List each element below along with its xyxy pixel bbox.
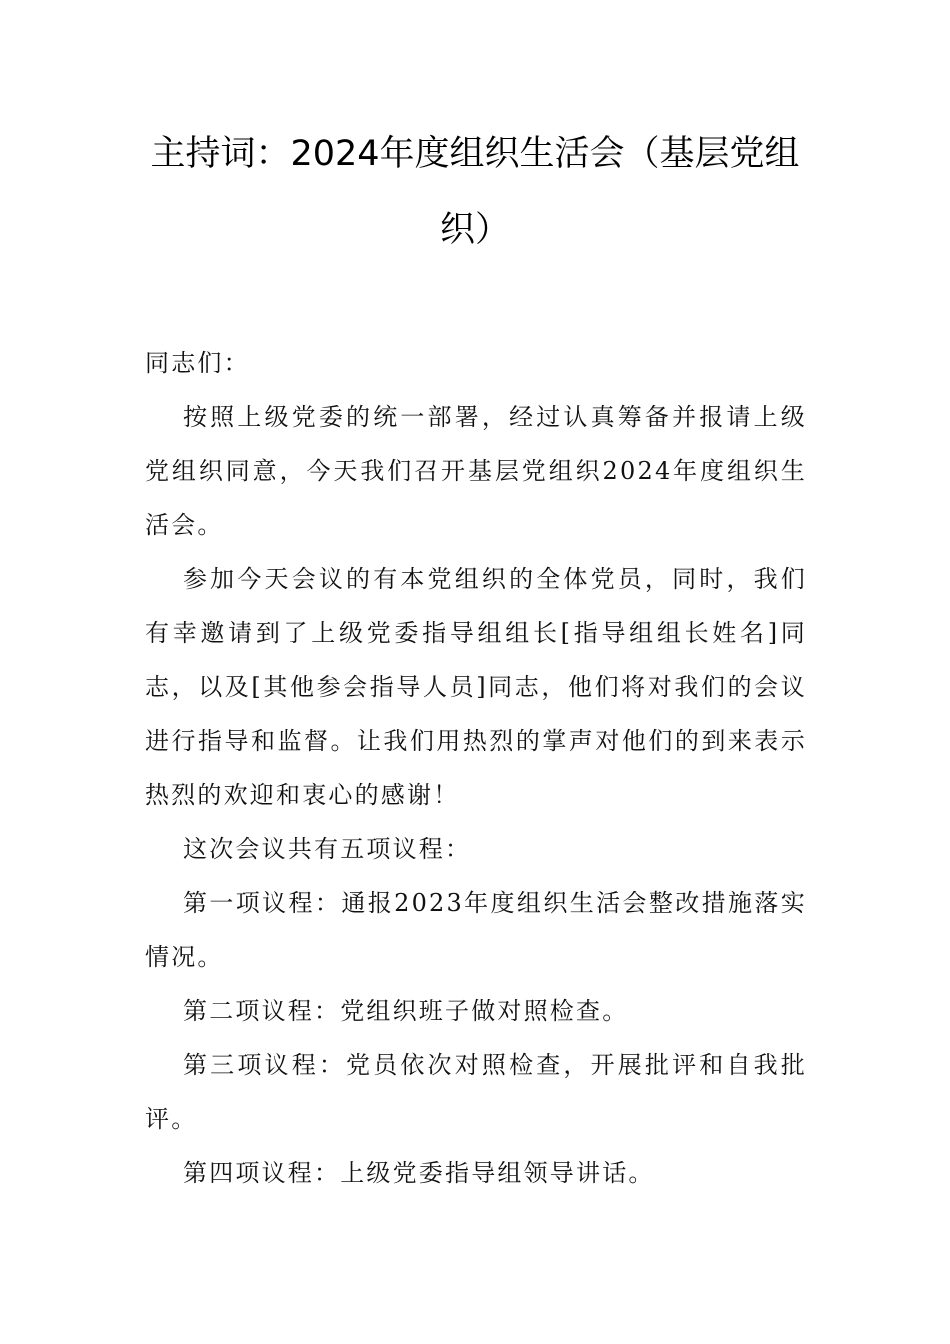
paragraph-attendees: 参加今天会议的有本党组织的全体党员，同时，我们有幸邀请到了上级党委指导组组长[指导组组长姓名]同志，以及[其他参会指导人员]同志，他们将对我们的会议进行指导和监督。让我们用热烈的掌声对他们的到来表示热烈的欢迎和衷心的感谢！ — [145, 565, 807, 809]
document-title-line-1: 主持词：2024年度组织生活会（基层党组 — [150, 134, 800, 174]
salutation: 同志们： — [145, 349, 250, 377]
paragraph-agenda-intro: 这次会议共有五项议程： — [183, 835, 472, 863]
agenda-item-1: 第一项议程：通报2023年度组织生活会整改措施落实情况。 — [145, 889, 807, 971]
agenda-item-3: 第三项议程：党员依次对照检查，开展批评和自我批评。 — [145, 1051, 807, 1133]
paragraph-opening: 按照上级党委的统一部署，经过认真筹备并报请上级党组织同意，今天我们召开基层党组织2024年度组织生活会。 — [145, 403, 807, 539]
agenda-item-4: 第四项议程：上级党委指导组领导讲话。 — [183, 1159, 655, 1187]
document-title-line-2: 织） — [439, 210, 510, 250]
document-body — [145, 336, 807, 1200]
agenda-item-2: 第二项议程：党组织班子做对照检查。 — [183, 997, 629, 1025]
